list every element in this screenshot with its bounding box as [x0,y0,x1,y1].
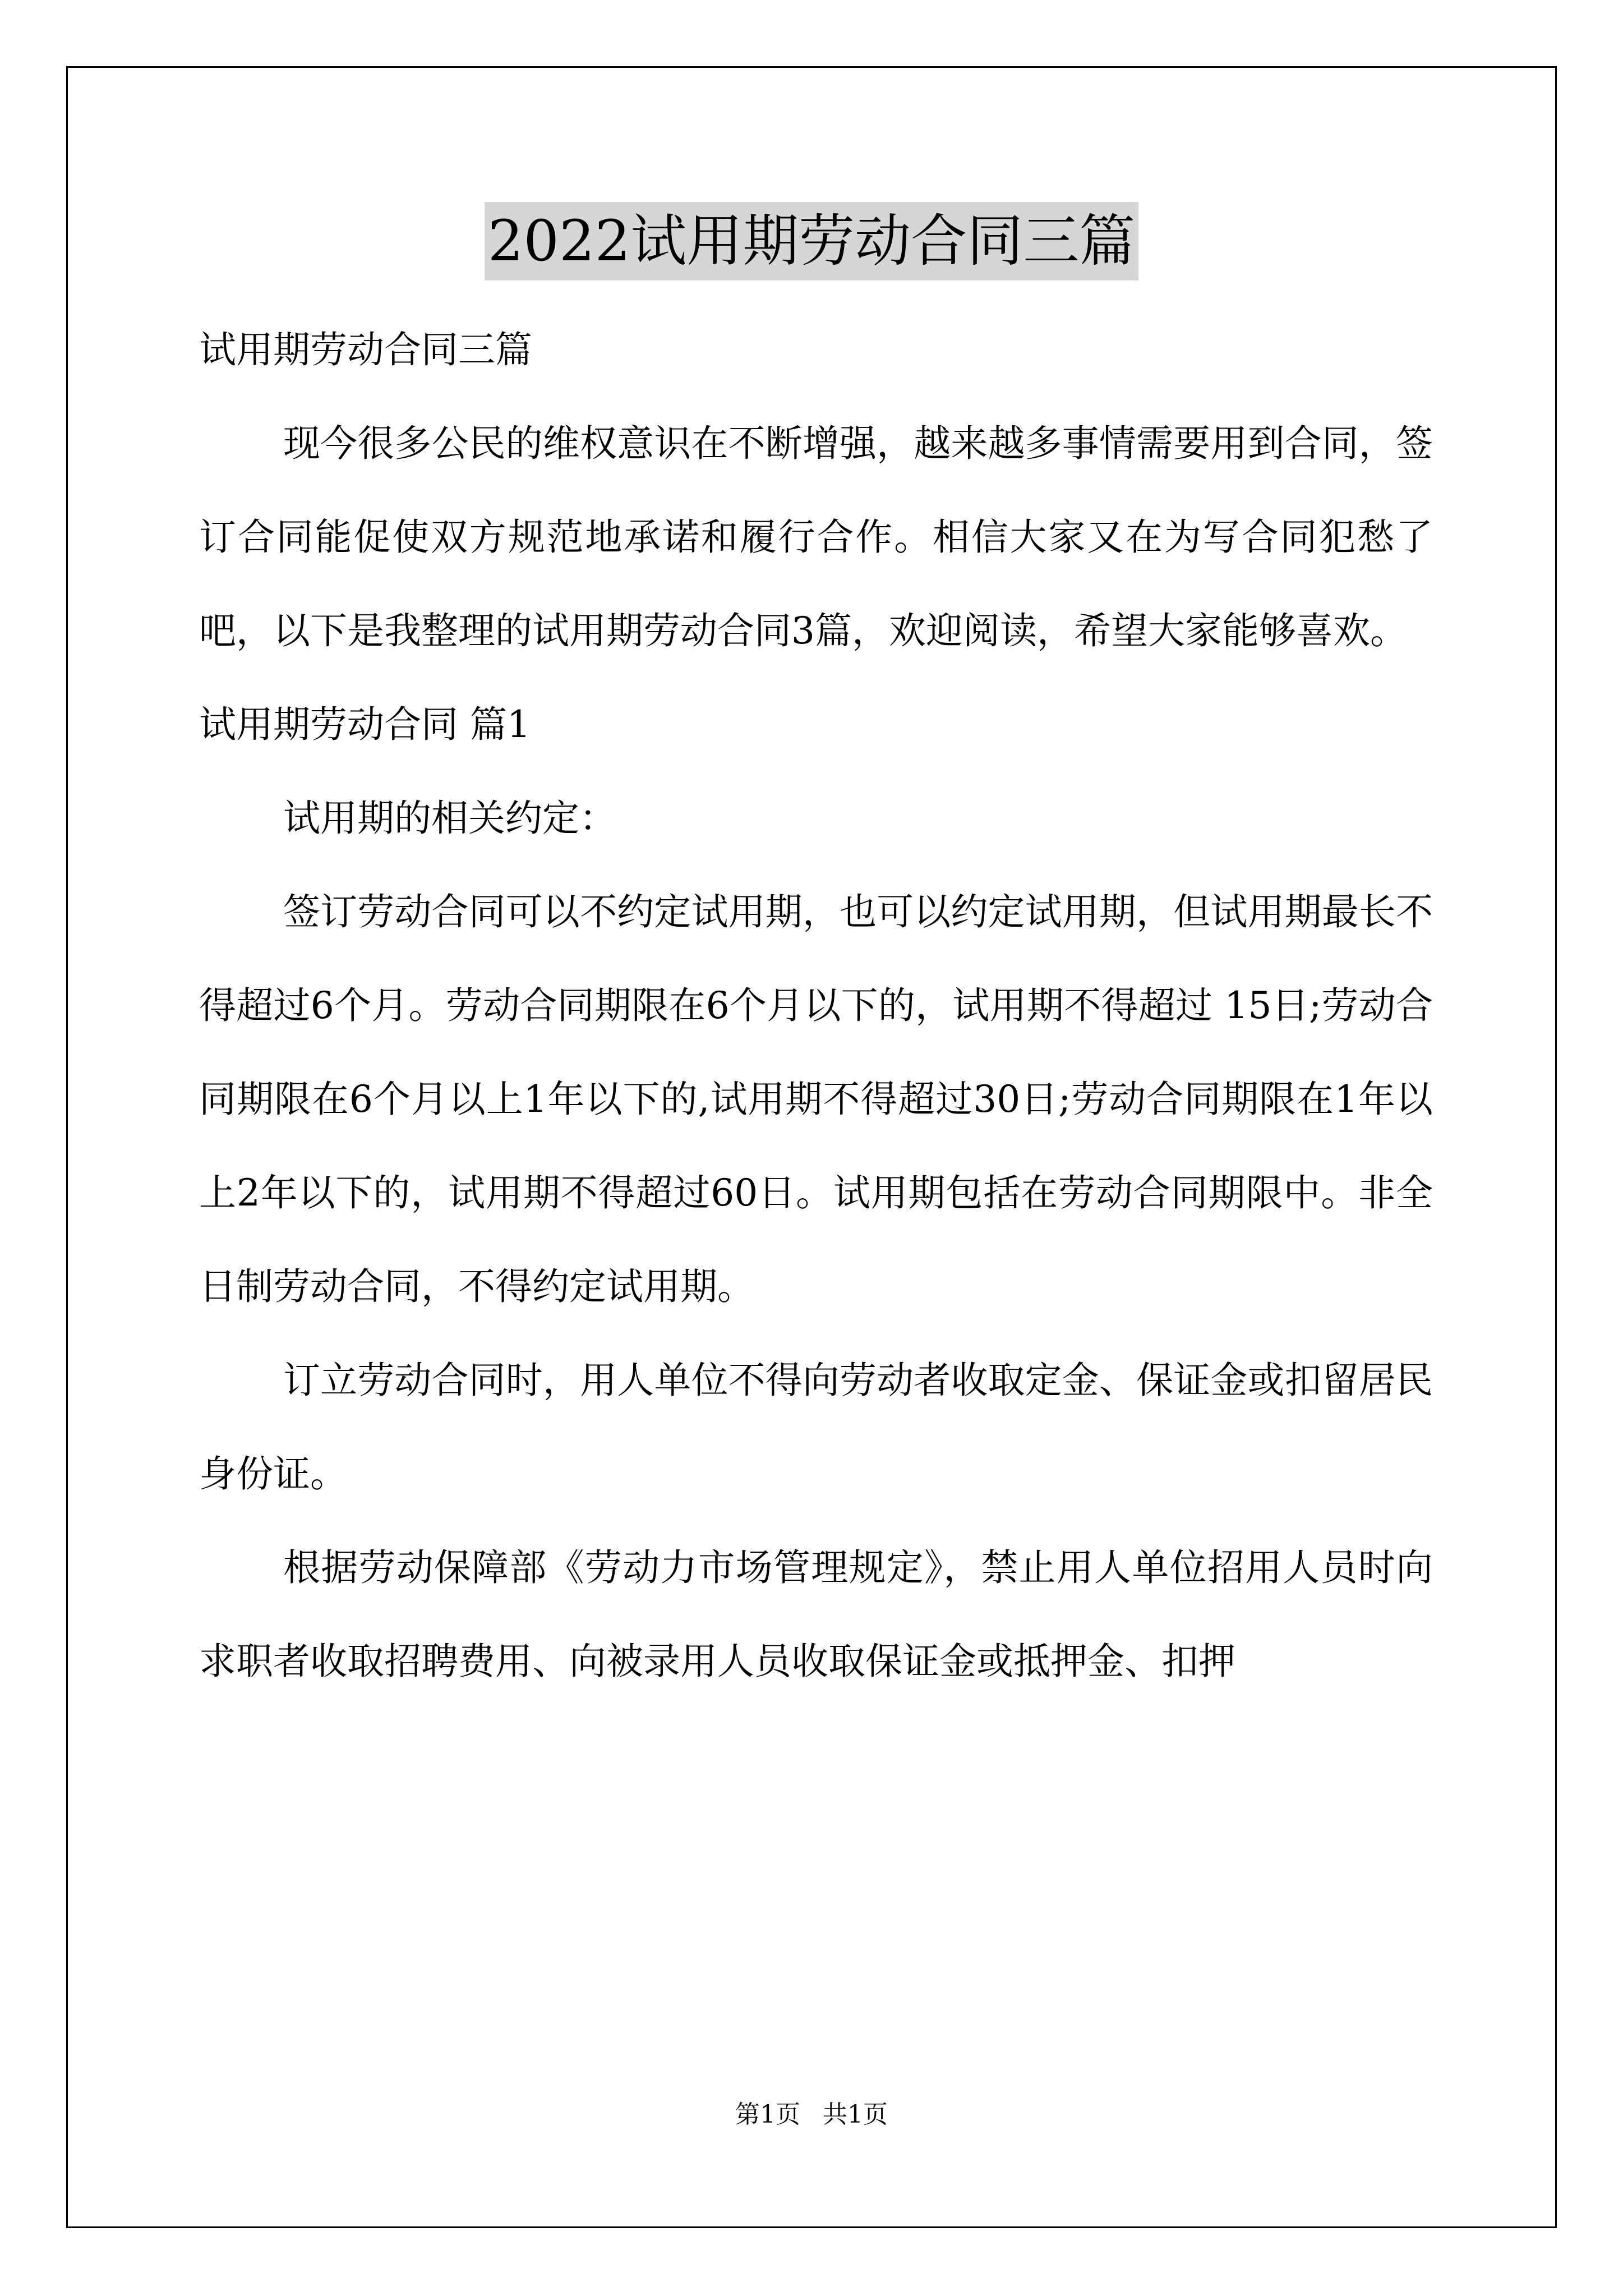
document-title: 2022试用期劳动合同三篇 [485,202,1139,280]
paragraph: 试用期劳动合同 篇1 [199,703,531,746]
paragraph: 订立劳动合同时，用人单位不得向劳动者收取定金、保证金或扣留居民身份证。 [199,1359,1433,1496]
paragraph: 签订劳动合同可以不约定试用期，也可以约定试用期，但试用期最长不得超过6个月。劳动合同期限在6个月以下的，试用期不得超过 15日;劳动合同期限在6个月以上1年以下的,试用期不得超过30日;劳动合同期限在1年以上2年以下的，试用期不得超过60日。试用期包括在劳动合同期限中。非全日制劳动合同，不得约定试用期。 [199,890,1433,1308]
page-number: 第1页 [735,2100,800,2129]
paragraph: 试用期的相关约定： [283,797,616,840]
title-container [0,202,1623,280]
document-body [199,303,1433,1708]
paragraph: 试用期劳动合同三篇 [199,328,532,371]
paragraph: 根据劳动保障部《劳动力市场管理规定》，禁止用人单位招用人员时向求职者收取招聘费用、向被录用人员收取保证金或抵押金、扣押 [199,1546,1433,1683]
page-total: 共1页 [823,2100,888,2129]
page-footer [0,2094,1623,2130]
paragraph: 现今很多公民的维权意识在不断增强，越来越多事情需要用到合同，签订合同能促使双方规范地承诺和履行合作。相信大家又在为写合同犯愁了吧，以下是我整理的试用期劳动合同3篇，欢迎阅读，希望大家能够喜欢。 [199,422,1433,652]
